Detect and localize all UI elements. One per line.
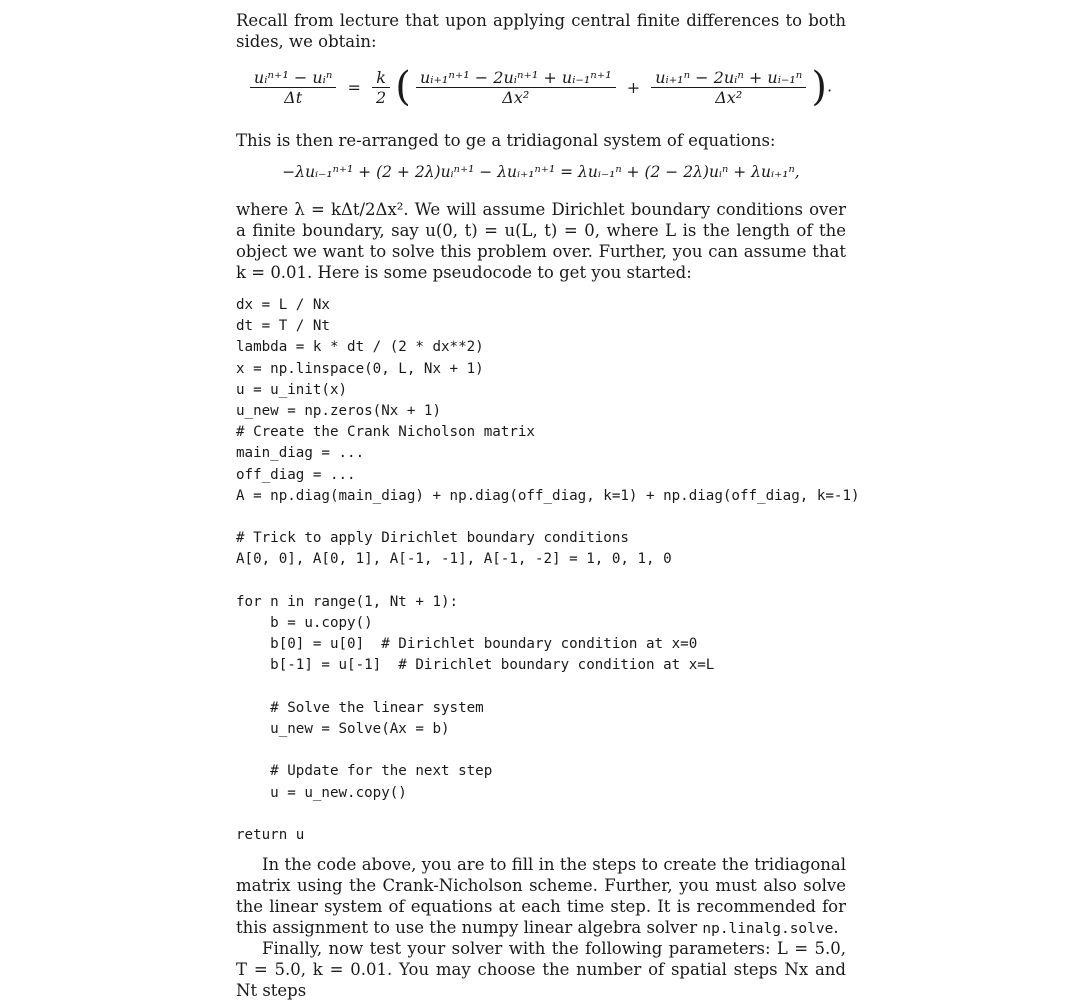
term-2-fraction: $\frac{\text{uᵢ₊₁ⁿ − 2uᵢⁿ + uᵢ₋₁ⁿ}}{\text{Δx²}}$ [651, 68, 806, 107]
intro-paragraph: Recall from lecture that upon applying central finite differences to both sides, we obtain: [236, 11, 846, 51]
lhs-fraction: $\frac{\text{uᵢⁿ⁺¹ − uᵢⁿ}}{\Delta t}$ [250, 68, 336, 107]
final-paragraph: Finally, now test your solver with the following parameters: L = 5.0, T = 5.0, k = 0.01. You may choose the number of spatial steps Nx and Nt steps [236, 939, 846, 1000]
where-paragraph: where λ = kΔt/2Δx². We will assume Dirichlet boundary conditions over a finite boundary, say u(0, t) = u(L, t) = 0, where L is the length of the object we want to solve this problem over. Further, you can assume that k = 0.01. Here is some pseudocode to get you started: [236, 200, 846, 282]
finite-difference-equation: $\frac{\text{uᵢⁿ⁺¹ − uᵢⁿ}}{\Delta t}$ = $\frac{k}{2}$ ( $\frac{\text{uᵢ₊₁ⁿ⁺¹ − 2uᵢⁿ⁺¹ + uᵢ₋₁ⁿ⁺¹}}{\text{Δx²}}$ + $\frac{\text{uᵢ₊₁ⁿ − 2uᵢⁿ + uᵢ₋₁ⁿ}}{\text{Δx²}}$ ). [236, 64, 846, 110]
tridiagonal-equation: −λuᵢ₋₁ⁿ⁺¹ + (2 + 2λ)uᵢⁿ⁺¹ − λuᵢ₊₁ⁿ⁺¹ = λuᵢ₋₁ⁿ + (2 − 2λ)uᵢⁿ + λuᵢ₊₁ⁿ, [282, 163, 800, 181]
solver-name: np.linalg.solve [702, 921, 834, 937]
term-1-fraction: $\frac{\text{uᵢ₊₁ⁿ⁺¹ − 2uᵢⁿ⁺¹ + uᵢ₋₁ⁿ⁺¹}}{\text{Δx²}}$ [416, 68, 616, 107]
fill-in-paragraph: In the code above, you are to fill in the steps to create the tridiagonal matrix using the Crank-Nicholson scheme. Further, you must also solve the linear system of equations at each time step. It is recommended for this assignment to use the numpy linear algebra solver np.linalg.solve. [236, 855, 846, 937]
rearrange-paragraph: This is then re-arranged to ge a tridiagonal system of equations: [236, 131, 776, 150]
coefficient-fraction: $\frac{k}{2}$ [372, 68, 390, 107]
pseudocode-block: dx = L / Nx dt = T / Nt lambda = k * dt / (2 * dx**2) x = np.linspace(0, L, Nx + 1) u = u_init(x) u_new = np.zeros(Nx + 1) # Create the Crank Nicholson matrix main_diag = ... off_diag = ... A = np.diag(main_diag) + np.diag(off_diag, k=1) + np.diag(off_diag, k=-1) # Trick to apply Dirichlet boundary conditions A[0, 0], A[0, 1], A[-1, -1], A[-1, -2] = 1, 0, 1, 0 for n in range(1, Nt + 1): b = u.copy() b[0] = u[0] # Dirichlet boundary condition at x=0 b[-1] = u[-1] # Dirichlet boundary condition at x=L # Solve the linear system u_new = Solve(Ax = b) # Update for the next step u = u_new.copy() return u [236, 297, 860, 844]
